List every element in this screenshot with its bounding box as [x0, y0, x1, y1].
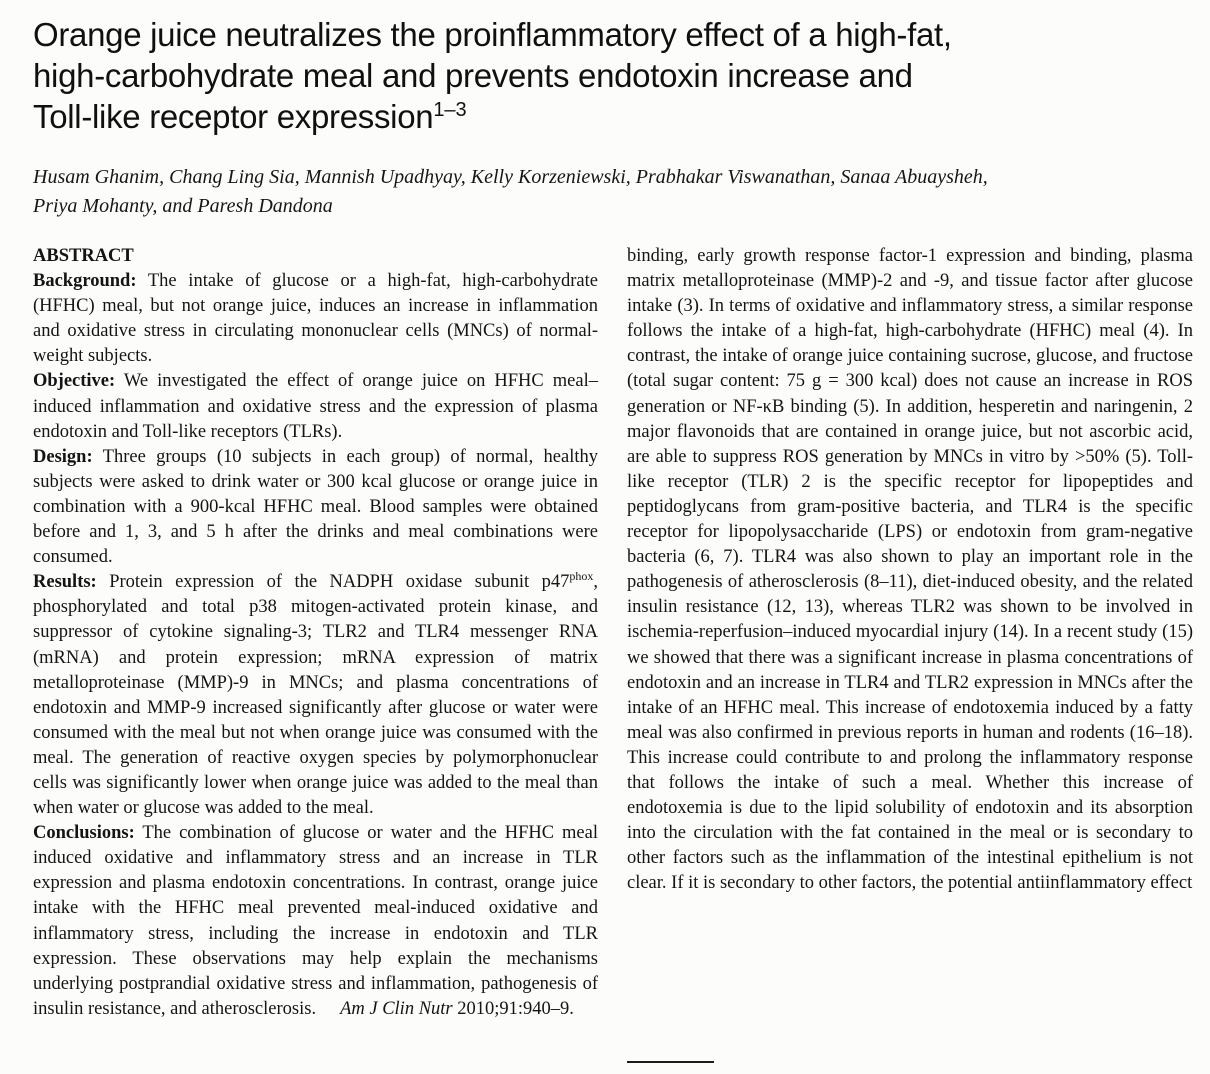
title-line-1: Orange juice neutralizes the proinflammatory effect of a high-fat, — [33, 16, 952, 53]
abstract-heading: ABSTRACT — [33, 246, 134, 266]
abstract-design — [33, 445, 598, 570]
abstract-background — [33, 269, 598, 369]
author-list — [33, 163, 1193, 221]
abstract-conclusions-text: The combination of glucose or water and the HFHC meal induced oxidative and inflammatory stress and an increase in TLR expression and plasma endotoxin concentrations. In contrast, orange juice intake with the HFHC meal prevented meal-induced oxidative and inflammatory stress, including the increase in endotoxin and TLR expression. These observations may help explain the mechanisms underlying postprandial oxidative stress and inflammation, pathogenesis of insulin resistance, and atherosclerosis. — [33, 823, 598, 1019]
journal-citation-volume: 2010;91:940–9. — [457, 998, 574, 1019]
abstract-conclusions-label: Conclusions: — [33, 823, 135, 844]
abstract-objective-text: We investigated the effect of orange juice on HFHC meal–induced inflammation and oxidative stress and the expression of plasma endotoxin and Toll-like receptors (TLRs). — [33, 371, 598, 442]
paper-title — [33, 14, 1193, 137]
title-line-3 — [33, 96, 1193, 137]
abstract-background-label: Background: — [33, 271, 137, 292]
title-footnote-superscript: 1–3 — [433, 99, 467, 121]
abstract-design-label: Design: — [33, 446, 93, 467]
abstract-objective-label: Objective: — [33, 371, 116, 392]
title-line-2: high-carbohydrate meal and prevents endotoxin increase and — [33, 57, 913, 94]
abstract-results-text-2: , phosphorylated and total p38 mitogen-activated protein kinase, and suppressor of cytokine signaling-3; TLR2 and TLR4 messenger RNA (mRNA) and protein expression; mRNA expression of matrix metalloproteinase (MMP)-9 in MNCs; and plasma concentrations of endotoxin and MMP-9 increased significantly after glucose or water were consumed with the meal but not when orange juice was consumed with the meal. The generation of reactive oxygen species by polymorphonuclear cells was significantly lower when orange juice was added to the meal than when water or glucose was added to the meal. — [33, 572, 599, 819]
two-column-layout — [33, 244, 1193, 1022]
abstract-objective — [33, 369, 598, 444]
phox-superscript: phox — [569, 569, 594, 584]
abstract-background-text: The intake of glucose or a high-fat, high-carbohydrate (HFHC) meal, but not orange juice, induces an increase in inflammation and oxidative stress in circulating mononuclear cells (MNCs) of normal-weight subjects. — [33, 271, 598, 367]
abstract-results-text-1: Protein expression of the NADPH oxidase subunit p47 — [109, 572, 570, 593]
abstract-design-text: Three groups (10 subjects in each group) of normal, healthy subjects were asked to drink water or 300 kcal glucose or orange juice in combination with a 900-kcal HFHC meal. Blood samples were obtained before and 1, 3, and 5 h after the drinks and meal combinations were consumed. — [33, 446, 598, 568]
introduction-text: binding, early growth response factor-1 expression and binding, plasma matrix metalloproteinase (MMP)-2 and -9, and tissue factor after glucose intake (3). In terms of oxidative and inflammatory stress, a similar response follows the intake of a high-fat, high-carbohydrate (HFHC) meal (4). In contrast, the intake of orange juice containing sucrose, glucose, and fructose (total sugar content: 75 g = 300 kcal) does not cause an increase in ROS generation or NF-κB binding (5). In addition, hesperetin and naringenin, 2 major flavonoids that are contained in orange juice, but not ascorbic acid, are able to suppress ROS generation by MNCs in vitro by >50% (5). Toll-like receptor (TLR) 2 is the specific receptor for lipopeptides and peptidoglycans from gram-positive bacteria, and TLR4 is the specific receptor for lipopolysaccharide (LPS) or endotoxin from gram-negative bacteria (6, 7). TLR4 was also shown to play an important role in the pathogenesis of atherosclerosis (8–11), diet-induced obesity, and the related insulin resistance (12, 13), whereas TLR2 was shown to be involved in ischemia-reperfusion–induced myocardial injury (14). In a recent study (15) we showed that there was a significant increase in plasma concentrations of endotoxin and an increase in TLR4 and TLR2 expression in MNCs after the intake of an HFHC meal. This increase of endotoxemia induced by a fatty meal was also confirmed in previous reports in human and rodents (16–18). This increase could contribute to and prolong the inflammatory response that follows the intake of such a meal. Whether this increase of endotoxemia is due to the lipid solubility of endotoxin and its absorption into the circulation with the fat contained in the meal or is secondary to other factors such as the inflammation of the intestinal epithelium is not clear. If it is secondary to other factors, the potential antiinflammatory effect — [627, 246, 1193, 894]
author-line-1: Husam Ghanim, Chang Ling Sia, Mannish Upadhyay, Kelly Korzeniewski, Prabhakar Viswanathan, Sanaa Abuaysheh, — [33, 166, 988, 188]
footnote-rule — [627, 1061, 714, 1063]
introduction-column — [627, 244, 1193, 1022]
author-line-2: Priya Mohanty, and Paresh Dandona — [33, 195, 333, 217]
abstract-conclusions — [33, 821, 598, 1022]
abstract-results-label: Results: — [33, 572, 97, 593]
abstract-results — [33, 570, 598, 821]
journal-citation-name: Am J Clin Nutr — [340, 998, 453, 1019]
abstract-column — [33, 244, 598, 1022]
title-line-3-text: Toll-like receptor expression — [33, 98, 434, 135]
